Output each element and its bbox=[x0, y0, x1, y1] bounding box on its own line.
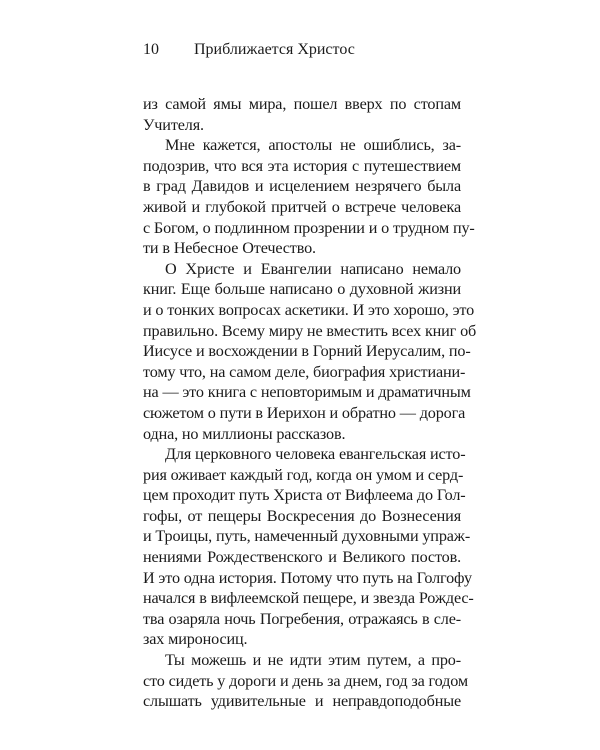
paragraph bbox=[143, 259, 477, 444]
text-line: Для церковного человека евангельская исто- bbox=[165, 445, 466, 464]
body-text bbox=[143, 94, 477, 712]
text-line: сюжетом о пути в Иерихон и обратно — дорога bbox=[143, 403, 466, 422]
text-line: ти в Небесное Отечество. bbox=[143, 239, 316, 258]
text-line: подозрив, что вся эта история с путешествием bbox=[143, 156, 461, 175]
paragraph bbox=[143, 650, 468, 712]
text-line: слышать удивительные и неправдоподобные bbox=[143, 692, 461, 711]
text-line: цем проходит путь Христа от Вифлеема до Гол- bbox=[143, 486, 466, 505]
text-line: Мне кажется, апостолы не ошиблись, за- bbox=[165, 136, 461, 155]
text-line: в град Давидов и исцелением незрячего была bbox=[143, 177, 461, 196]
page-number: 10 bbox=[143, 41, 159, 58]
text-line: и Троицы, путь, намеченный духовными упраж- bbox=[143, 527, 471, 546]
text-line: гофы, от пещеры Воскресения до Вознесения bbox=[143, 506, 461, 525]
paragraph bbox=[143, 135, 475, 259]
text-line: одна, но миллионы рассказов. bbox=[143, 424, 346, 443]
text-line: зах мироносиц. bbox=[143, 630, 248, 649]
text-line: сто сидеть у дороги и день за днем, год за годом bbox=[143, 671, 468, 690]
text-line: живой и глубокой притчей о встрече человека bbox=[143, 197, 461, 216]
text-line: и о тонких вопросах аскетики. И это хорошо, это bbox=[143, 300, 475, 319]
text-line: Иисусе и восхождении в Горний Иерусалим, по- bbox=[143, 342, 471, 361]
text-line: Учителя. bbox=[143, 115, 204, 134]
text-line: нениями Рождественского и Великого постов. bbox=[143, 548, 461, 567]
text-line: из самой ямы мира, пошел вверх по стопам bbox=[143, 95, 461, 113]
text-line: начался в вифлеемской пещере, и звезда Рождес- bbox=[143, 589, 474, 608]
paragraph bbox=[143, 444, 474, 650]
text-line: правильно. Всему миру не вместить всех книг об bbox=[143, 321, 477, 340]
text-line: И это одна история. Потому что путь на Голгофу bbox=[143, 568, 472, 587]
running-title: Приближается Христос bbox=[194, 41, 355, 58]
paragraph bbox=[143, 94, 461, 135]
text-line: О Христе и Евангелии написано немало bbox=[165, 259, 461, 278]
text-line: тому что, на самом деле, биография христиани- bbox=[143, 362, 466, 381]
text-line: на — это книга с неповторимым и драматичным bbox=[143, 383, 471, 402]
text-line: тва озаряла ночь Погребения, отражаясь в сле- bbox=[143, 609, 461, 628]
text-line: книг. Еще больше написано о духовной жизни bbox=[143, 280, 461, 299]
text-line: с Богом, о подлинном прозрении и о трудном пу- bbox=[143, 218, 475, 237]
text-line: рия оживает каждый год, когда он умом и серд- bbox=[143, 465, 464, 484]
text-line: Ты можешь и не идти этим путем, а про- bbox=[165, 651, 461, 670]
